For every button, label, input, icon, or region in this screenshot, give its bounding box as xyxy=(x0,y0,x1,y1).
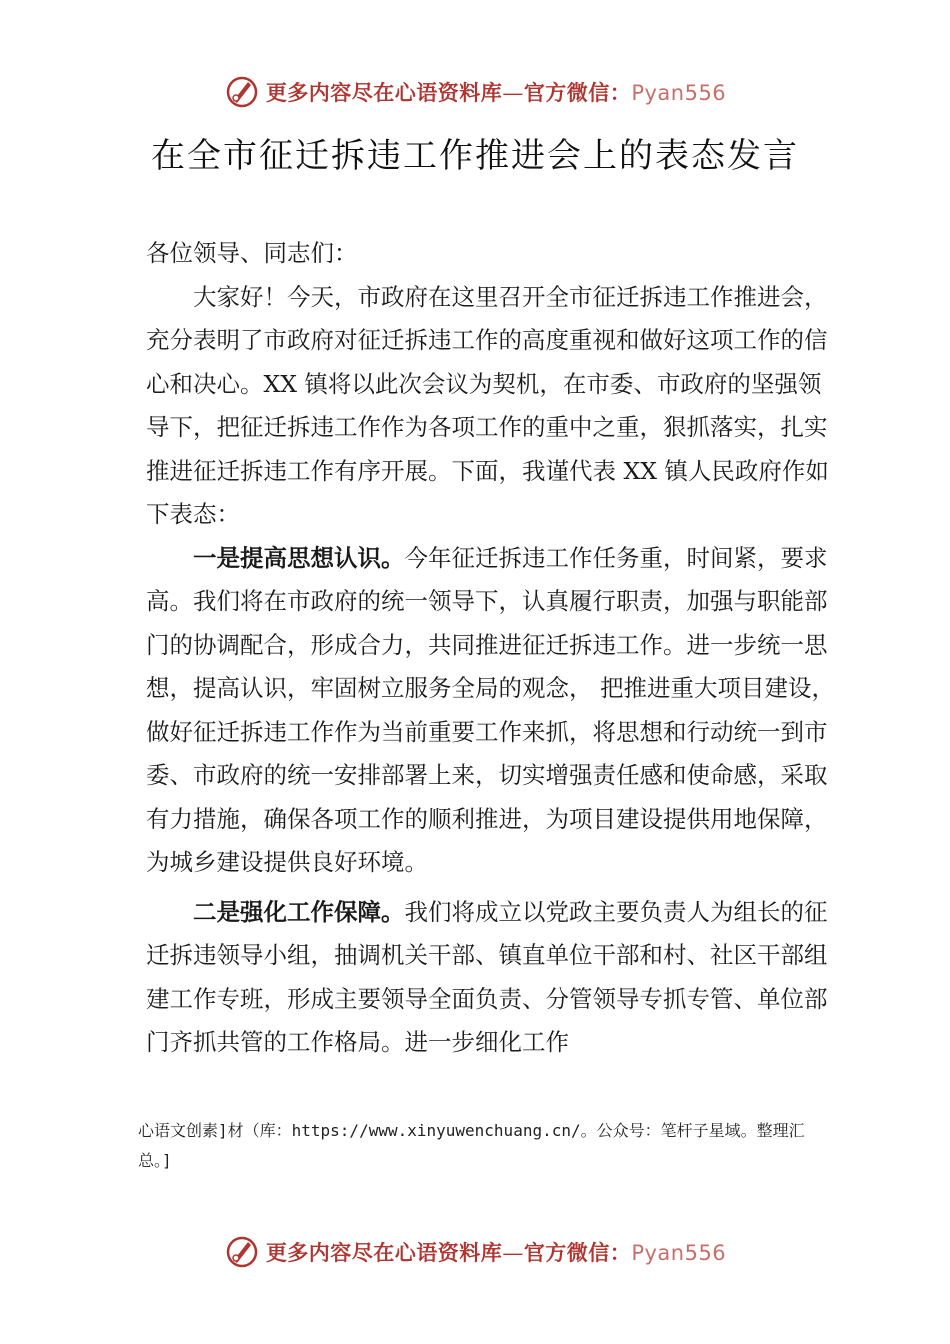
point2-text: 我们将成立以党政主要负责人为组长的征迁拆违领导小组，抽调机关干部、镇直单位干部和村、社区干部组建工作专班，形成主要领导全面负责、分管领导专抓专管、单位部门齐抓共管的工作格局。进一步细化工作 xyxy=(146,897,828,1056)
intro-paragraph: 大家好！今天，市政府在这里召开全市征迁拆违工作推进会，充分表明了市政府对征迁拆违工作的高度重视和做好这项工作的信心和决心。XX 镇将以此次会议为契机，在市委、市政府的坚强领导下，把征迁拆违工作作为各项工作的重中之重，狠抓落实，扎实推进征迁拆违工作有序开展。下面，我谨代表 XX 镇人民政府作如下表态： xyxy=(146,282,829,528)
salutation: 各位领导、同志们： xyxy=(146,239,358,267)
banner-wechat-label: 官方微信： xyxy=(523,1240,632,1265)
banner-text xyxy=(266,1237,726,1267)
pen-logo-icon xyxy=(224,1234,260,1270)
document-body xyxy=(146,232,836,1065)
banner-lead: 更多内容尽在心语资料库 xyxy=(265,1240,503,1265)
banner-text xyxy=(266,77,726,107)
source-footnote: 心语文创素]材（库：https://www.xinyuwenchuang.cn/。公众号：笔杆子星域。整理汇总。] xyxy=(138,1121,805,1170)
footer-banner xyxy=(0,1232,950,1272)
point2-heading: 二是强化工作保障。 xyxy=(193,897,405,926)
header-banner xyxy=(0,72,950,112)
point2-paragraph xyxy=(146,891,836,1065)
banner-lead: 更多内容尽在心语资料库 xyxy=(265,80,503,105)
document-title: 在全市征迁拆违工作推进会上的表态发言 xyxy=(151,136,799,176)
banner-wechat-id: Pyan556 xyxy=(631,81,727,105)
banner-wechat-id: Pyan556 xyxy=(631,1241,727,1265)
point1-text: 今年征迁拆违工作任务重，时间紧，要求高。我们将在市政府的统一领导下，认真履行职责，加强与职能部门的协调配合，形成合力，共同推进征迁拆违工作。进一步统一思想，提高认识，牢固树立服务全局的观念， 把推进重大项目建设，做好征迁拆违工作作为当前重要工作来抓，将思想和行动统一到市委、市政府的统一安排部署上来，切实增强责任感和使命感，采取有力措施，确保各项工作的顺利推进，为项目建设提供用地保障，为城乡建设提供良好环境。 xyxy=(146,543,835,876)
banner-dash: — xyxy=(502,81,524,105)
banner-dash: — xyxy=(502,1241,524,1265)
pen-logo-icon xyxy=(224,74,260,110)
banner-wechat-label: 官方微信： xyxy=(523,80,632,105)
point1-heading: 一是提高思想认识。 xyxy=(193,543,405,572)
point1-paragraph xyxy=(146,537,836,885)
